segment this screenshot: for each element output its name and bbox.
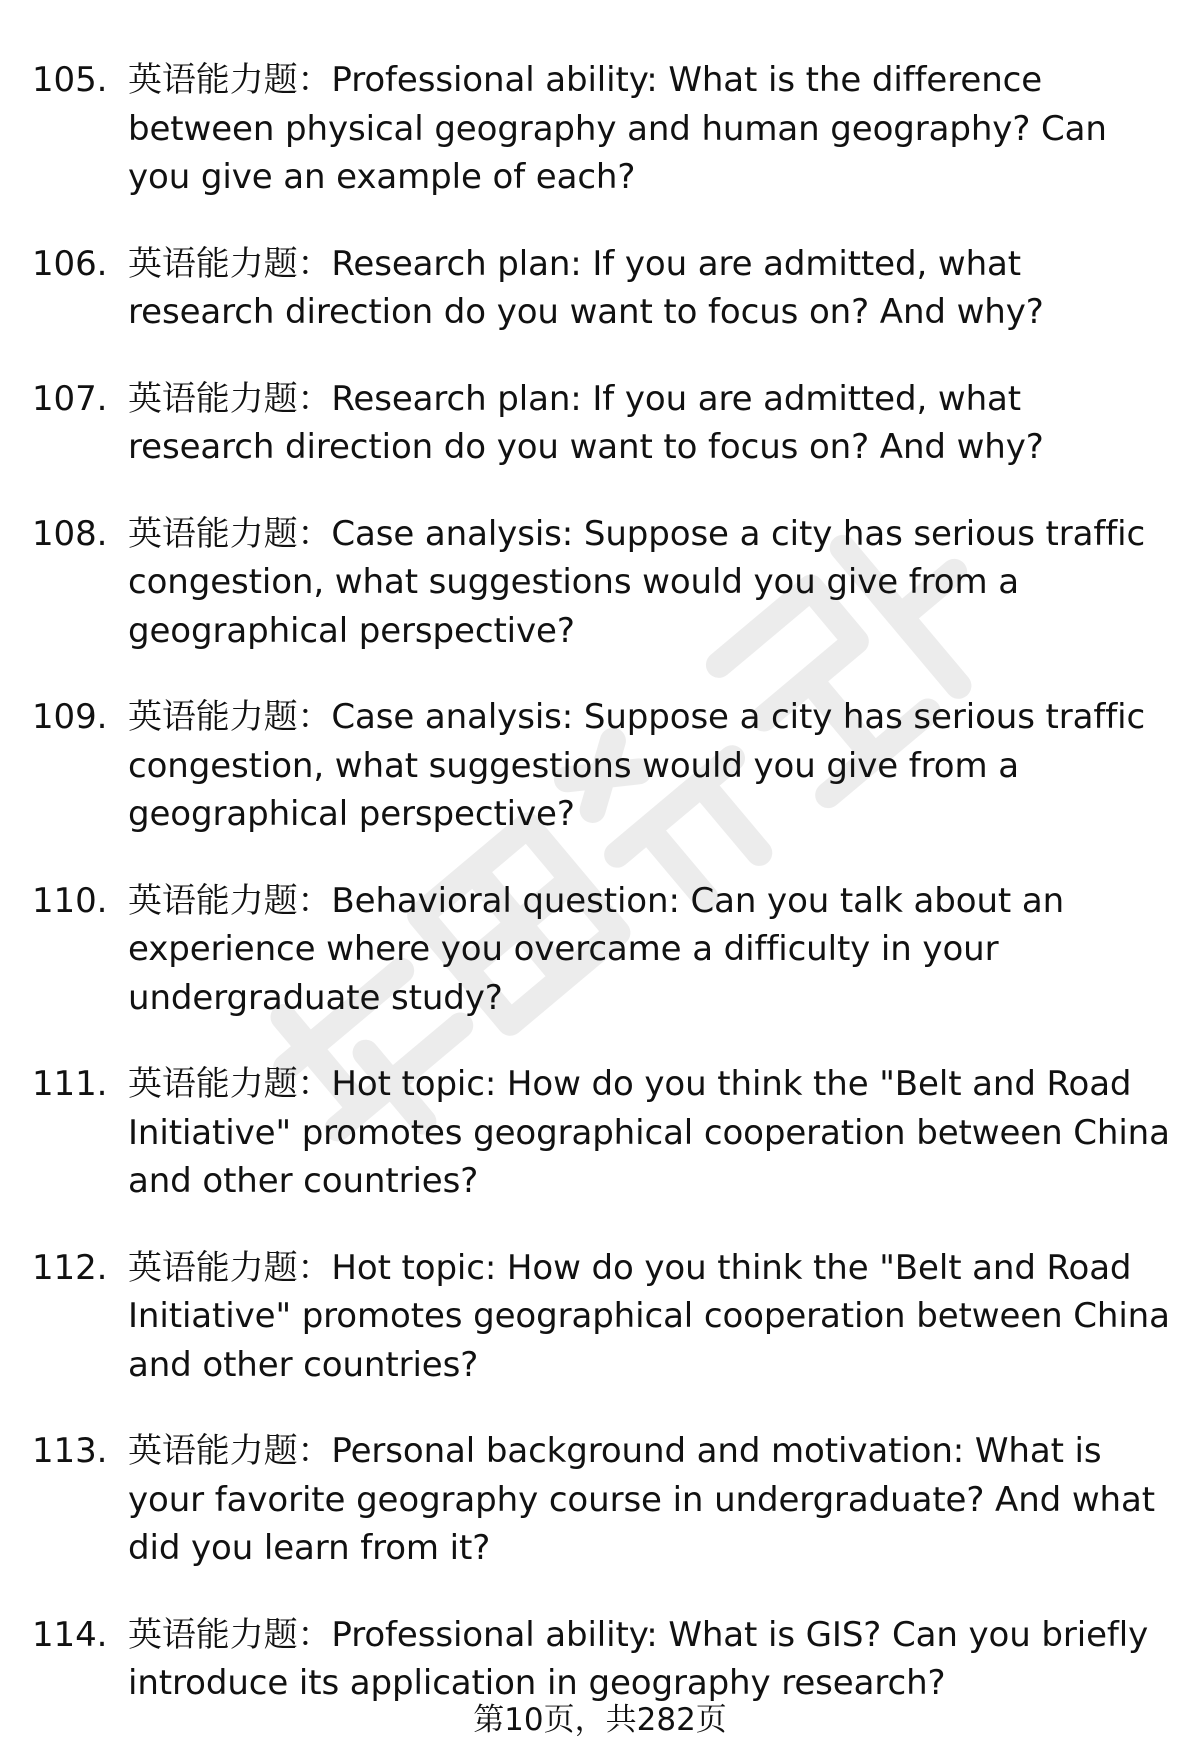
question-item	[32, 375, 1172, 472]
question-text: Professional ability: What is GIS? Can you briefly introduce its application in geography research?	[128, 1614, 1149, 1703]
question-text: Personal background and motivation: What is your favorite geography course in undergraduate? And what did you learn from it?	[128, 1431, 1155, 1568]
question-prefix: 英语能力题：	[128, 697, 332, 737]
question-item	[32, 510, 1172, 656]
question-prefix: 英语能力题：	[128, 1064, 332, 1104]
question-number: 113.	[32, 1431, 108, 1471]
question-prefix: 英语能力题：	[128, 1247, 332, 1288]
question-prefix: 英语能力题：	[128, 378, 332, 419]
question-number: 114.	[32, 1614, 108, 1655]
question-prefix: 英语能力题：	[128, 1431, 332, 1471]
question-text: Professional ability: What is the difference between physical geography and human geography? Can you give an example of each?	[128, 60, 1107, 197]
question-text: Behavioral question: Can you talk about an experience where you overcame a difficulty in your undergraduate study?	[128, 880, 1065, 1018]
question-text: Case analysis: Suppose a city has serious traffic congestion, what suggestions would you give from a geographical perspective?	[128, 513, 1146, 651]
question-prefix: 英语能力题：	[128, 1614, 332, 1655]
question-item	[32, 1060, 1172, 1206]
question-number: 105.	[32, 60, 108, 100]
page-footer: 第10页，共282页	[473, 1702, 727, 1738]
question-text: Case analysis: Suppose a city has serious traffic congestion, what suggestions would you give from a geographical perspective?	[128, 697, 1146, 834]
question-item	[32, 56, 1172, 202]
question-text: Research plan: If you are admitted, what research direction do you want to focus on? And why?	[128, 243, 1044, 332]
question-text: Research plan: If you are admitted, what research direction do you want to focus on? And why?	[128, 378, 1044, 467]
question-number: 110.	[32, 880, 108, 921]
question-item	[32, 1427, 1172, 1573]
question-item	[32, 693, 1172, 839]
question-text: Hot topic: How do you think the "Belt and Road Initiative" promotes geographical cooperation between China and other countries?	[128, 1064, 1170, 1201]
question-prefix: 英语能力题：	[128, 243, 332, 284]
question-item	[32, 877, 1172, 1023]
question-prefix: 英语能力题：	[128, 880, 332, 921]
question-number: 107.	[32, 378, 108, 419]
question-number: 109.	[32, 697, 108, 737]
question-list	[32, 56, 1172, 1746]
question-number: 112.	[32, 1247, 108, 1288]
question-prefix: 英语能力题：	[128, 513, 332, 554]
question-item	[32, 1611, 1172, 1708]
question-number: 108.	[32, 513, 108, 554]
question-item	[32, 1244, 1172, 1390]
question-number: 106.	[32, 243, 108, 284]
question-text: Hot topic: How do you think the "Belt and Road Initiative" promotes geographical cooperation between China and other countries?	[128, 1247, 1170, 1385]
question-number: 111.	[32, 1064, 108, 1104]
question-prefix: 英语能力题：	[128, 60, 332, 100]
question-item	[32, 240, 1172, 337]
